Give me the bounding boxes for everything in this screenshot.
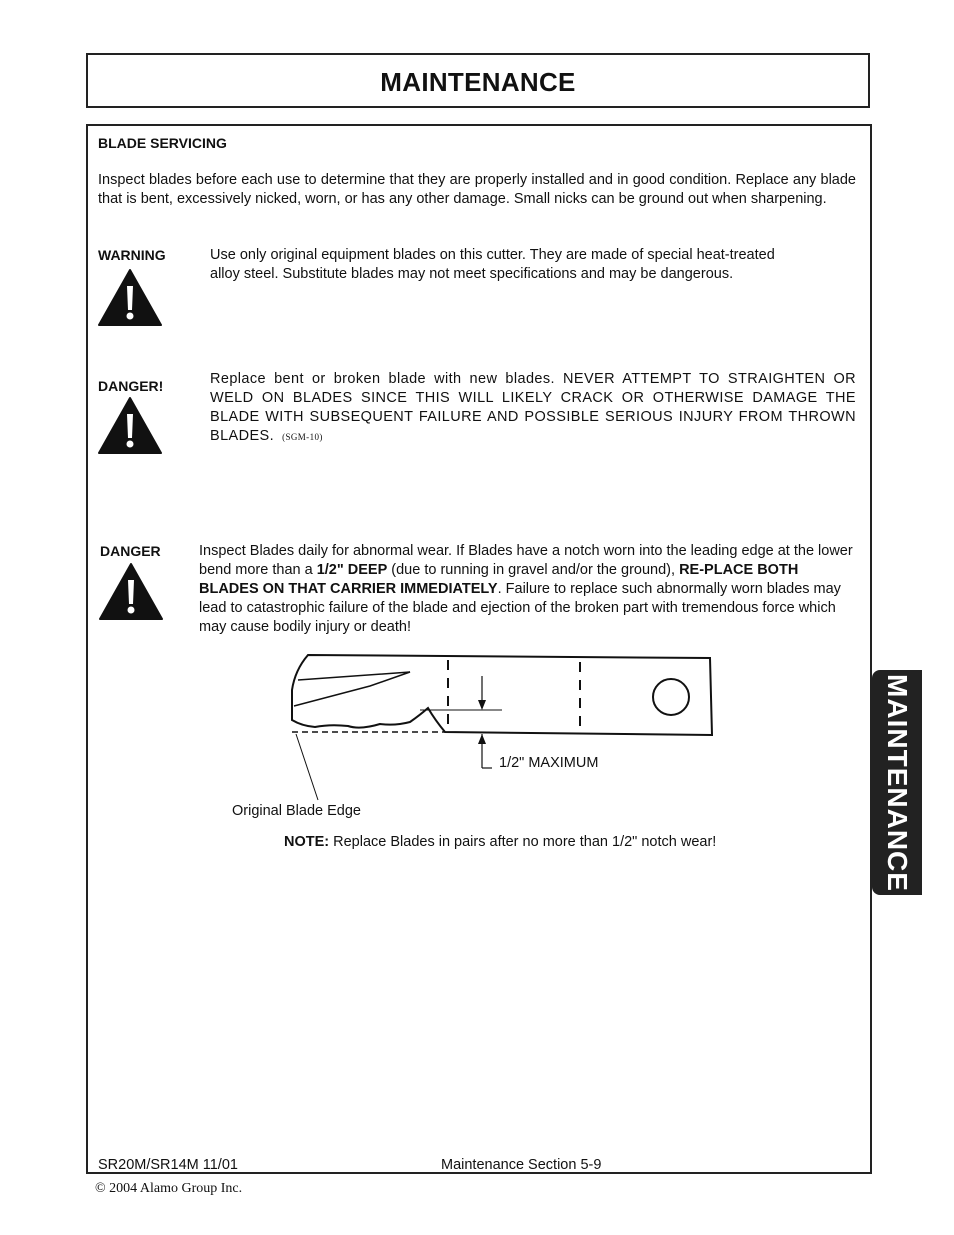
max-label: 1/2" MAXIMUM bbox=[499, 755, 599, 771]
note-label: NOTE: bbox=[284, 834, 330, 850]
danger-triangle-icon bbox=[97, 396, 163, 456]
footer-section: Maintenance Section 5-9 bbox=[441, 1157, 602, 1173]
note bbox=[284, 834, 716, 850]
intro-paragraph: Inspect blades before each use to determine that they are properly installed and in good condition. Replace any blade that is bent, excessively nicked, worn, or has any other damage. Small nicks can be ground out when sharpening. bbox=[98, 172, 856, 207]
danger2-bold-replace: RE-PLACE BOTH BLADES ON THAT CARRIER IMMEDIATELY bbox=[199, 562, 799, 597]
danger-triangle-icon bbox=[98, 562, 164, 622]
footer-model: SR20M/SR14M 11/01 bbox=[98, 1157, 238, 1173]
original-edge-label: Original Blade Edge bbox=[232, 803, 361, 819]
blade-bevel bbox=[294, 672, 410, 706]
maintenance-side-tab bbox=[872, 670, 922, 895]
warning-label: WARNING bbox=[98, 247, 166, 263]
danger-message-1 bbox=[210, 370, 856, 447]
side-tab-label: MAINTENANCE bbox=[882, 673, 913, 892]
danger-label-2: DANGER bbox=[100, 543, 161, 559]
edge-leader-line bbox=[296, 734, 318, 800]
mounting-hole bbox=[653, 679, 689, 715]
blade-outline bbox=[292, 655, 712, 735]
danger2-text-3: . Failure to replace such abnormally worn blades may lead to catastrophic failure of the blade and ejection of the broken part with tremendous force which may cause bodily injury or death! bbox=[199, 581, 841, 635]
section-title: BLADE SERVICING bbox=[98, 135, 227, 151]
header-box bbox=[86, 53, 870, 108]
danger2-bold-depth: 1/2" DEEP bbox=[316, 562, 388, 578]
note-text: Replace Blades in pairs after no more than 1/2" notch wear! bbox=[329, 834, 717, 850]
danger2-text-1: Inspect Blades daily for abnormal wear. If Blades have a notch worn into the leading edge at the lower bend more than a bbox=[199, 543, 853, 578]
arrow-down-head bbox=[478, 700, 486, 710]
warning-message bbox=[210, 246, 775, 284]
danger-message-1-text: Replace bent or broken blade with new blades. NEVER ATTEMPT TO STRAIGHTEN OR WELD ON BLADES SINCE THIS WILL LIKELY CRACK OR OTHERWISE DAMAGE THE BLADE WITH SUBSEQUENT FAILURE AND POSSIBLE SERIOUS INJURY FROM THROWN BLADES. bbox=[210, 371, 856, 444]
danger-message-2 bbox=[199, 542, 859, 637]
copyright: © 2004 Alamo Group Inc. bbox=[95, 1181, 243, 1196]
warning-line-2: alloy steel. Substitute blades may not meet specifications and may be dangerous. bbox=[210, 266, 734, 282]
danger2-text-2: (due to running in gravel and/or the ground), bbox=[387, 562, 680, 578]
sgm-code: (SGM-10) bbox=[282, 432, 323, 442]
warning-line-1: Use only original equipment blades on this cutter. They are made of special heat-treated bbox=[210, 247, 775, 263]
arrow-up-head bbox=[478, 734, 486, 744]
danger-label-1: DANGER! bbox=[98, 378, 164, 394]
page-title: MAINTENANCE bbox=[380, 67, 576, 97]
warning-triangle-icon bbox=[97, 268, 163, 328]
